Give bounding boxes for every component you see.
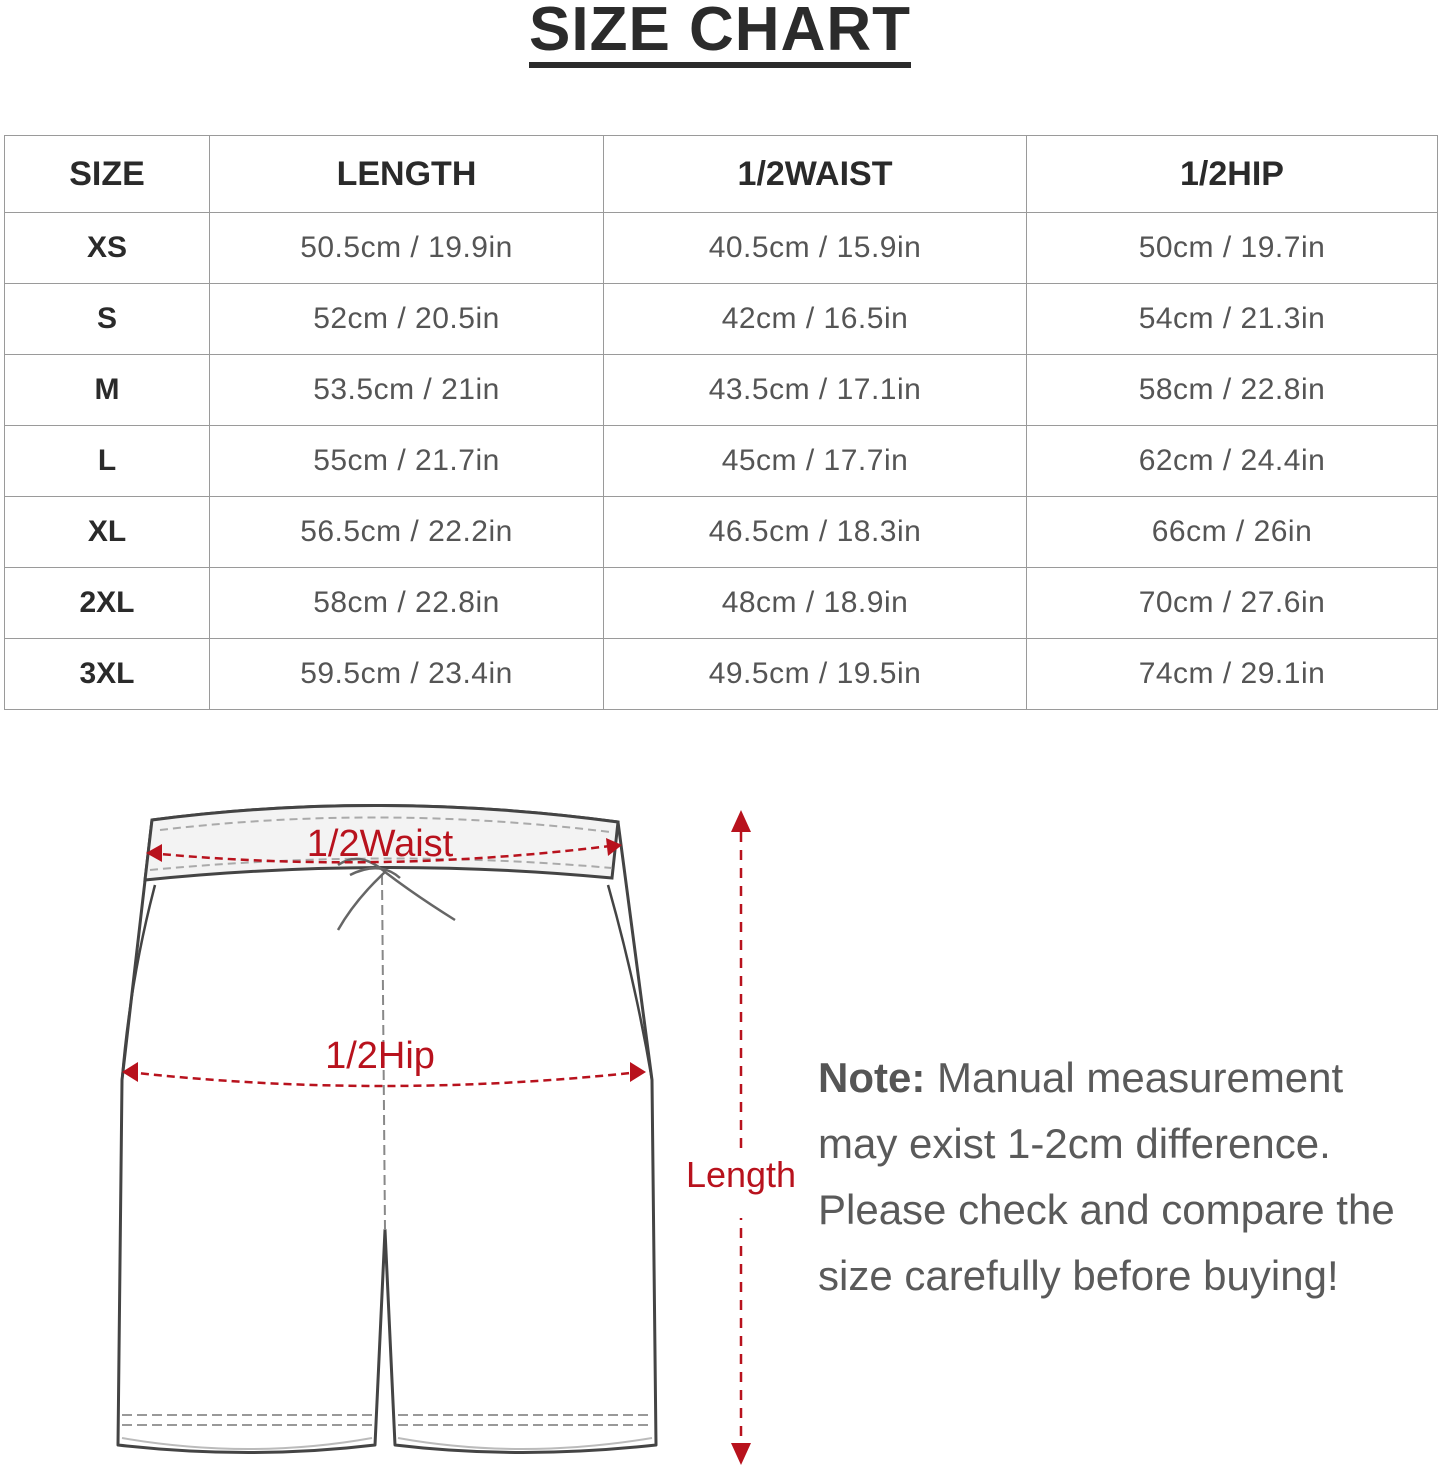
table-row: [5, 639, 1438, 710]
cell-waist: 46.5cm / 18.3in: [604, 497, 1027, 568]
table-row: [5, 355, 1438, 426]
shorts-outline: [118, 805, 656, 1452]
cell-size: S: [5, 284, 210, 355]
cell-length: 53.5cm / 21in: [210, 355, 604, 426]
cell-waist: 49.5cm / 19.5in: [604, 639, 1027, 710]
cell-waist: 40.5cm / 15.9in: [604, 213, 1027, 284]
cell-length: 58cm / 22.8in: [210, 568, 604, 639]
cell-waist: 48cm / 18.9in: [604, 568, 1027, 639]
cell-length: 50.5cm / 19.9in: [210, 213, 604, 284]
table-row: [5, 497, 1438, 568]
header-length: LENGTH: [210, 136, 604, 213]
size-table: [4, 135, 1438, 710]
page-title: SIZE CHART: [529, 0, 911, 68]
cell-waist: 43.5cm / 17.1in: [604, 355, 1027, 426]
cell-size: XL: [5, 497, 210, 568]
cell-hip: 70cm / 27.6in: [1027, 568, 1438, 639]
cell-waist: 42cm / 16.5in: [604, 284, 1027, 355]
cell-length: 56.5cm / 22.2in: [210, 497, 604, 568]
cell-waist: 45cm / 17.7in: [604, 426, 1027, 497]
note-text: Manual measurement may exist 1-2cm difference. Please check and compare the size carefully before buying!: [818, 1054, 1395, 1299]
cell-size: 2XL: [5, 568, 210, 639]
cell-hip: 74cm / 29.1in: [1027, 639, 1438, 710]
table-row: [5, 213, 1438, 284]
shorts-diagram: [100, 790, 820, 1476]
length-arrow-bottom: [731, 1443, 751, 1465]
table-row: [5, 284, 1438, 355]
cell-size: XS: [5, 213, 210, 284]
cell-hip: 50cm / 19.7in: [1027, 213, 1438, 284]
page-title-wrap: [0, 0, 1440, 68]
waist-label: 1/2Waist: [306, 823, 454, 865]
length-arrow-top: [731, 810, 751, 832]
cell-size: M: [5, 355, 210, 426]
cell-length: 59.5cm / 23.4in: [210, 639, 604, 710]
cell-hip: 58cm / 22.8in: [1027, 355, 1438, 426]
cell-hip: 66cm / 26in: [1027, 497, 1438, 568]
note-label: Note:: [818, 1054, 926, 1101]
cell-hip: 62cm / 24.4in: [1027, 426, 1438, 497]
cell-size: 3XL: [5, 639, 210, 710]
length-label: Length: [685, 1154, 797, 1195]
header-size: SIZE: [5, 136, 210, 213]
header-half-hip: 1/2HIP: [1027, 136, 1438, 213]
measurement-note: [818, 1045, 1428, 1309]
header-half-waist: 1/2WAIST: [604, 136, 1027, 213]
table-header-row: [5, 136, 1438, 213]
cell-length: 52cm / 20.5in: [210, 284, 604, 355]
cell-hip: 54cm / 21.3in: [1027, 284, 1438, 355]
table-row: [5, 568, 1438, 639]
table-row: [5, 426, 1438, 497]
hip-label: 1/2Hip: [325, 1035, 435, 1077]
cell-size: L: [5, 426, 210, 497]
cell-length: 55cm / 21.7in: [210, 426, 604, 497]
